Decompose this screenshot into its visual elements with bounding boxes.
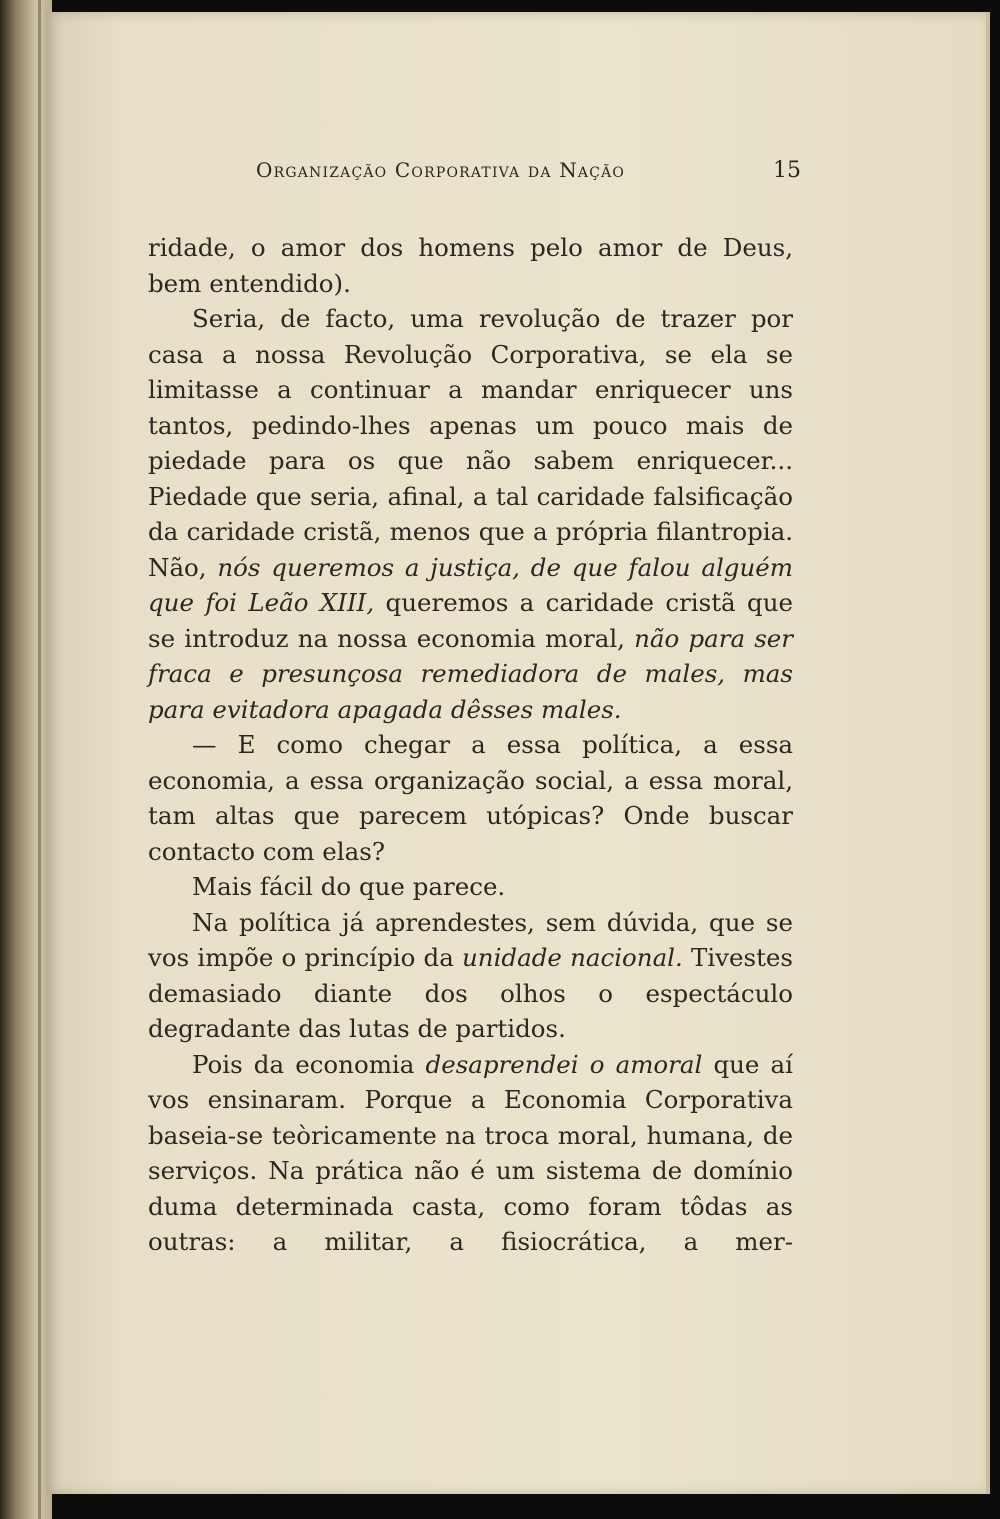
paragraph-6 (148, 1047, 793, 1260)
paragraph-5-text-b: Tivestes demasiado diante dos olhos o espectáculo degradante das lutas de partidos. (148, 943, 794, 1043)
paragraph-2-text-a: Seria, de facto, uma revolução de trazer por casa a nossa Revolução Corporativa, se ela se limitasse a continuar a mandar enriquecer uns tantos, pedindo-lhes apenas um pouco mais de piedade para os que não sabem enriquecer... Piedade que seria, afinal, a tal caridade falsificação da caridade cristã, menos que a própria filantropia. Não, (148, 304, 793, 582)
paragraph-4 (148, 869, 793, 905)
paragraph-1 (148, 230, 793, 301)
paragraph-3-text: — E como chegar a essa política, a essa economia, a essa organização social, a essa moral, tam altas que parecem utópicas? Onde buscar contacto com elas? (148, 730, 793, 866)
paragraph-6-text-b: que aí vos ensinaram. Porque a Economia Corporativa baseia-se teòricamente na troca moral, humana, de serviços. Na prática não é um sistema de domínio duma determinada casta, como foram tôdas as outras: a militar, a fisiocrática, a mer- (148, 1049, 793, 1256)
paragraph-2-italic-a: nós queremos a justiça, de que falou alguém que foi Leão XIII, (148, 552, 793, 617)
paragraph-1-text: ridade, o amor dos homens pelo amor de Deus, bem entendido). (148, 233, 793, 298)
paragraph-6-italic: desaprendei o amoral (425, 1049, 703, 1079)
facing-page-edge (0, 0, 52, 1519)
page-header (256, 152, 801, 192)
paragraph-5-text-a: Na política já aprendestes, sem dúvida, que se vos impõe o princípio da (148, 907, 793, 972)
page-body (148, 230, 793, 1260)
paragraph-5 (148, 905, 793, 1047)
paragraph-3 (148, 727, 793, 869)
facing-page-shadow (38, 0, 41, 1519)
paragraph-4-text: Mais fácil do que parece. (192, 872, 506, 901)
paragraph-2-text-b: queremos a caridade cristã que se introduz na nossa economia moral, (148, 588, 793, 653)
paragraph-5-italic: unidade nacional. (462, 943, 683, 972)
page-number: 15 (773, 158, 801, 183)
paragraph-6-text-a: Pois da economia (192, 1049, 426, 1079)
paragraph-2 (148, 301, 793, 727)
running-title: Organização Corporativa da Nação (256, 158, 626, 182)
paragraph-2-italic-b: não para ser fraca e presunçosa remediadora de males, mas para evitadora apagada dêsses males. (148, 623, 794, 724)
